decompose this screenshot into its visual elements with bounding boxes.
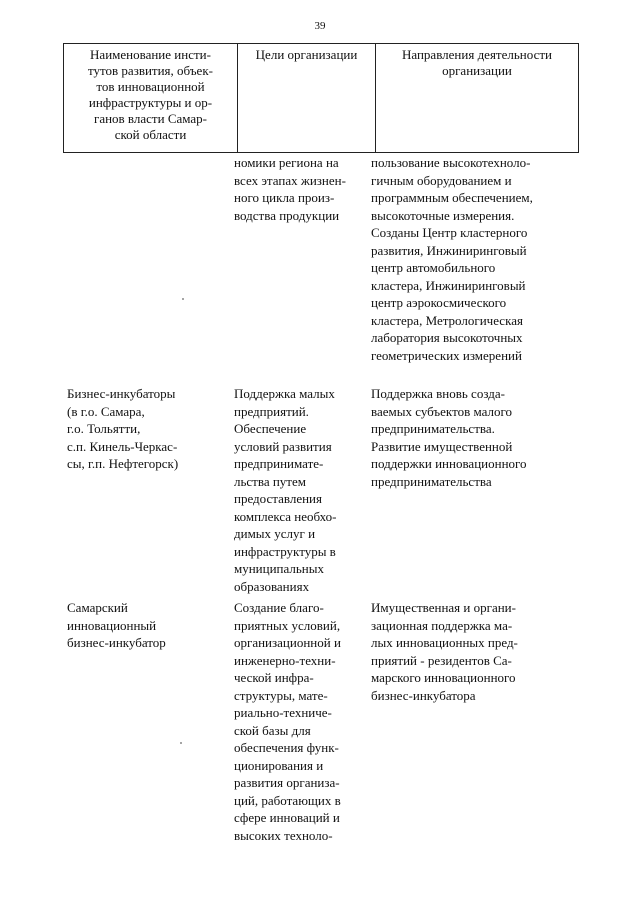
text-line: Имущественная и органи- [371,600,516,615]
text-line: ций, работающих в [234,792,341,808]
text-line: предпринимательства [371,473,492,489]
text-line: предпринимате- [234,456,324,471]
text-line: условий развития [234,438,332,454]
text-line: высокоточные измерения. [371,207,515,223]
text-line: лых инновационных пред- [371,635,518,650]
text-line: высоких техноло- [234,827,333,843]
text-line: всех этапах жизнен- [234,172,346,188]
row-0-activities [371,154,533,364]
text-line: льства путем [234,473,306,489]
text-line: предоставления [234,491,322,506]
text-line: ской базы для [234,722,311,738]
text-line: ганов власти Самар- [93,111,207,126]
text-line: ционирования и [234,757,324,773]
table-header [63,43,579,153]
text-line: Цели организации [255,47,358,62]
text-line: инфраструктуры и ор- [88,95,213,110]
text-line: центр автомобильного [371,260,496,275]
text-line: организации [442,63,512,78]
text-line: сфере инноваций и [234,810,340,825]
text-line: тов инновационной [96,79,205,94]
text-line: с.п. Кинель-Черкас- [67,438,178,454]
text-line: организационной и [234,635,341,650]
text-line: геометрических измерений [371,347,522,363]
text-line: Обеспечение [234,421,307,436]
text-line: поддержки инновационного [371,456,527,471]
row-2-goals [234,599,341,844]
row-2-activities [371,599,518,704]
text-line: ской области [114,127,187,142]
text-line: ваемых субъектов малого [371,403,512,419]
row-1-goals [234,385,336,595]
text-line: комплекса необхо- [234,508,337,524]
text-line: гичным оборудованием и [371,172,512,188]
text-line: структуры, мате- [234,687,328,703]
text-line: ческой инфра- [234,670,314,685]
text-line: номики региона на [234,155,339,170]
text-line: развития организа- [234,775,340,790]
row-1-institution [67,385,178,473]
text-line: кластера, Инжиниринговый [371,277,526,293]
text-line: марского инновационного [371,670,516,685]
row-0-goals [234,154,346,224]
text-line: ного цикла произ- [234,190,335,205]
text-line: Создание благо- [234,600,324,615]
text-line: Созданы Центр кластерного [371,225,528,240]
page-number: 39 [314,20,326,32]
text-line: Наименование инсти- [90,47,211,62]
text-line: приятий - резидентов Са- [371,652,512,668]
text-line: кластера, Метрологическая [371,312,523,328]
row-2-institution [67,599,166,652]
text-line: Бизнес-инкубаторы [67,386,176,401]
header-goals [238,44,376,153]
text-line: образованиях [234,578,310,594]
text-line: предпринимательства. [371,421,495,436]
text-line: приятных условий, [234,617,341,633]
text-line: пользование высокотехноло- [371,155,531,170]
text-line: Направления деятельности [401,47,552,62]
text-line: бизнес-инкубатора [371,687,476,703]
header-institutions [64,44,238,153]
text-line: инженерно-техни- [234,652,336,668]
text-line: обеспечения функ- [234,740,339,755]
text-line: Развитие имущественной [371,438,513,454]
scan-speck [180,742,182,744]
text-line: предприятий. [234,403,309,419]
text-line: бизнес-инкубатор [67,635,166,650]
text-line: зационная поддержка ма- [371,617,513,633]
text-line: муниципальных [234,561,325,576]
text-line: Поддержка малых [234,386,335,401]
text-line: инновационный [67,617,157,633]
text-line: димых услуг и [234,526,316,541]
header-activities [376,44,579,153]
row-1-activities [371,385,527,490]
scan-speck [182,298,184,300]
text-line: инфраструктуры в [234,543,336,559]
text-line: развития, Инжиниринговый [371,242,527,258]
text-line: риально-техниче- [234,705,332,720]
text-line: Самарский [67,600,128,615]
text-line: сы, г.п. Нефтегорск) [67,456,179,471]
text-line: Поддержка вновь созда- [371,386,505,401]
text-line: лаборатория высокоточных [371,330,523,345]
text-line: водства продукции [234,207,340,223]
text-line: тутов развития, объек- [88,63,213,78]
text-line: центр аэрокосмического [371,295,507,310]
text-line: программным обеспечением, [371,190,533,205]
text-line: г.о. Тольятти, [67,421,141,436]
text-line: (в г.о. Самара, [67,403,145,419]
